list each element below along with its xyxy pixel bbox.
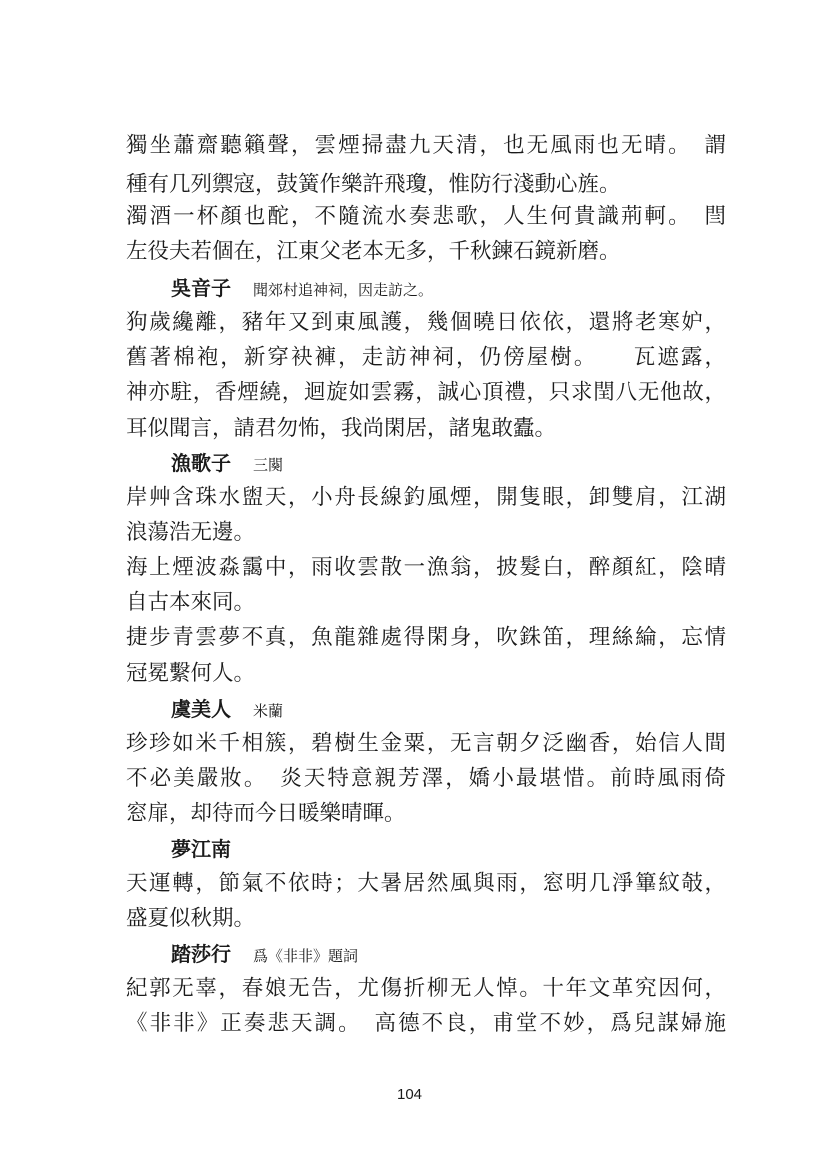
section-note: 三闋 — [253, 456, 284, 474]
text-line: 窓扉，却待而今日暖樂晴暉。 — [126, 801, 406, 826]
text-line: 不必美嚴妝。 炎天特意親芳澤，嬌小最堪惜。前時風雨倚 — [126, 766, 726, 791]
page-number: 104 — [396, 1086, 423, 1103]
text-line: 種有几列禦寇，鼓簧作樂許飛瓊，惟防行淺動心旌。 — [126, 172, 621, 197]
text-line: 《非非》正奏悲天調。 高德不良，甫堂不妙，爲兒謀婦施 — [126, 1011, 726, 1036]
text-line: 濁酒一杯顏也酡，不隨流水奏悲歌，人生何貴識荊軻。 閆 — [126, 204, 726, 229]
text-line: 盛夏似秋期。 — [126, 906, 256, 931]
section-heading — [171, 942, 358, 968]
text-line: 海上煙波淼靄中，雨收雲散一漁翁，披髮白，醉顏紅，陰晴 — [126, 555, 726, 580]
text-line: 天運轉，節氣不依時；大暑居然風與雨，窓明几淨篳紋攲， — [126, 871, 726, 896]
section-note: 米蘭 — [253, 702, 284, 720]
text-line: 自古本來同。 — [126, 590, 256, 615]
text-line: 紀郭无辜，春娘无告，尤傷折柳无人悼。十年文革究因何， — [126, 976, 726, 1001]
section-note: 爲《非非》題詞 — [253, 947, 359, 965]
text-line: 左役夫若個在，江東父老本无多，千秋鍊石鏡新磨。 — [126, 239, 621, 264]
text-line: 冠冕繫何人。 — [126, 661, 256, 686]
section-title: 虞美人 — [171, 697, 231, 721]
text-line: 珍珍如米千相簇，碧樹生金粟，无言朝夕泛幽香，始信人間 — [126, 731, 726, 756]
section-heading — [171, 276, 433, 302]
section-heading — [171, 697, 283, 723]
text-line: 獨坐蕭齋聽籟聲，雲煙掃盡九天清，也无風雨也无晴。 謂 — [126, 133, 726, 158]
section-title: 吳音子 — [171, 276, 231, 300]
text-line: 岸艸含珠水盥天，小舟長線釣風煙，開隻眼，卸雙肩，江湖 — [126, 485, 726, 510]
section-title: 踏莎行 — [171, 942, 231, 966]
section-title: 夢江南 — [171, 837, 231, 861]
section-heading — [171, 451, 283, 477]
text-line: 舊著棉袍，新穿袂褲，走訪神祠，仍傍屋樹。 瓦遮露， — [126, 345, 726, 370]
section-note: 聞郊村追神祠，因走訪之。 — [253, 281, 434, 299]
text-line: 神亦駐，香煙繞，迴旋如雲霧，誠心頂禮，只求閏八无他故， — [126, 380, 726, 405]
text-line: 捷步青雲夢不真，魚龍雜處得閑身，吹銖笛，理絲綸，忘情 — [126, 625, 726, 650]
text-line: 浪蕩浩无邊。 — [126, 520, 256, 545]
text-line: 狗歲纔離，豬年又到東風護，幾個曉日依依，還將老寒妒， — [126, 310, 726, 335]
section-title: 漁歌子 — [171, 451, 231, 475]
section-heading — [171, 837, 231, 863]
text-line: 耳似聞言，請君勿怖，我尚閑居，諸鬼敢蠹。 — [126, 416, 557, 441]
